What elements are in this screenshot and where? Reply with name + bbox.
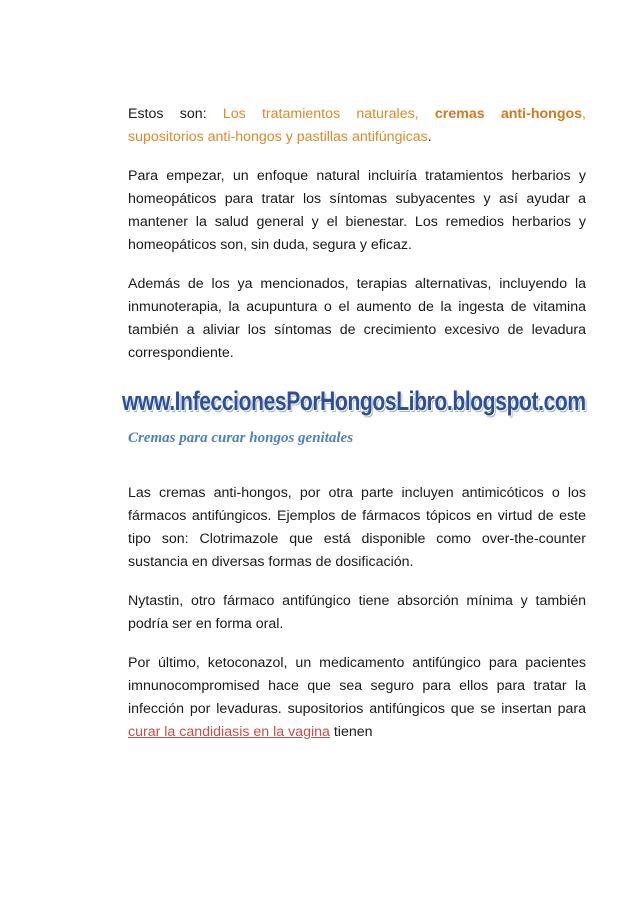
intro-end: . [427,129,432,145]
paragraph-antifungal-creams: Las cremas anti-hongos, por otra parte incluyen antimicóticos o los fármacos antifúngicos. Ejemplos de fármacos tópicos en virtud de este tipo son: Clotrimazole que está disponible como over-the-counter sustancia en diversas formas de dosificación. [128,485,586,570]
ketoconazole-tail: tienen [329,724,373,740]
intro-natural-treatments: Los tratamientos naturales, [222,106,435,122]
candidiasis-link[interactable]: curar la candidiasis en la vagina [128,724,330,740]
section-heading: Cremas para curar hongos genitales [128,430,354,446]
intro-lead: Estos son: [128,106,223,122]
page-content [122,103,586,744]
paragraph-nystatin: Nytastin, otro fármaco antifúngico tiene absorción mínima y también podría ser en forma oral. [128,593,586,632]
ketoconazole-text: Por último, ketoconazol, un medicamento antifúngico para pacientes imnunocompromised hace que sea seguro para ellos para tratar la infección por levaduras. supositorios antifúngicos que se insertan para [128,655,586,717]
paragraph-intro [128,103,586,149]
paragraph-ketoconazole [128,652,586,744]
paragraph-alternative-therapies: Además de los ya mencionados, terapias alternativas, incluyendo la inmunoterapia, la acupuntura o el aumento de la ingesta de vitamina también a aliviar los síntomas de crecimiento excesivo de levadura correspondiente. [128,276,586,361]
paragraph-natural-approach: Para empezar, un enfoque natural incluiría tratamientos herbarios y homeopáticos para tratar los síntomas subyacentes y así ayudar a mantener la salud general y el bienestar. Los remedios herbarios y homeopáticos son, sin duda, segura y eficaz. [128,168,586,253]
intro-creams: cremas anti-hongos [434,106,583,122]
intro-suppositories: , supositorios anti-hongos y pastillas antifúngicas [128,106,586,145]
blog-url-banner: www.InfeccionesPorHongosLibro.blogspot.com [122,386,586,416]
